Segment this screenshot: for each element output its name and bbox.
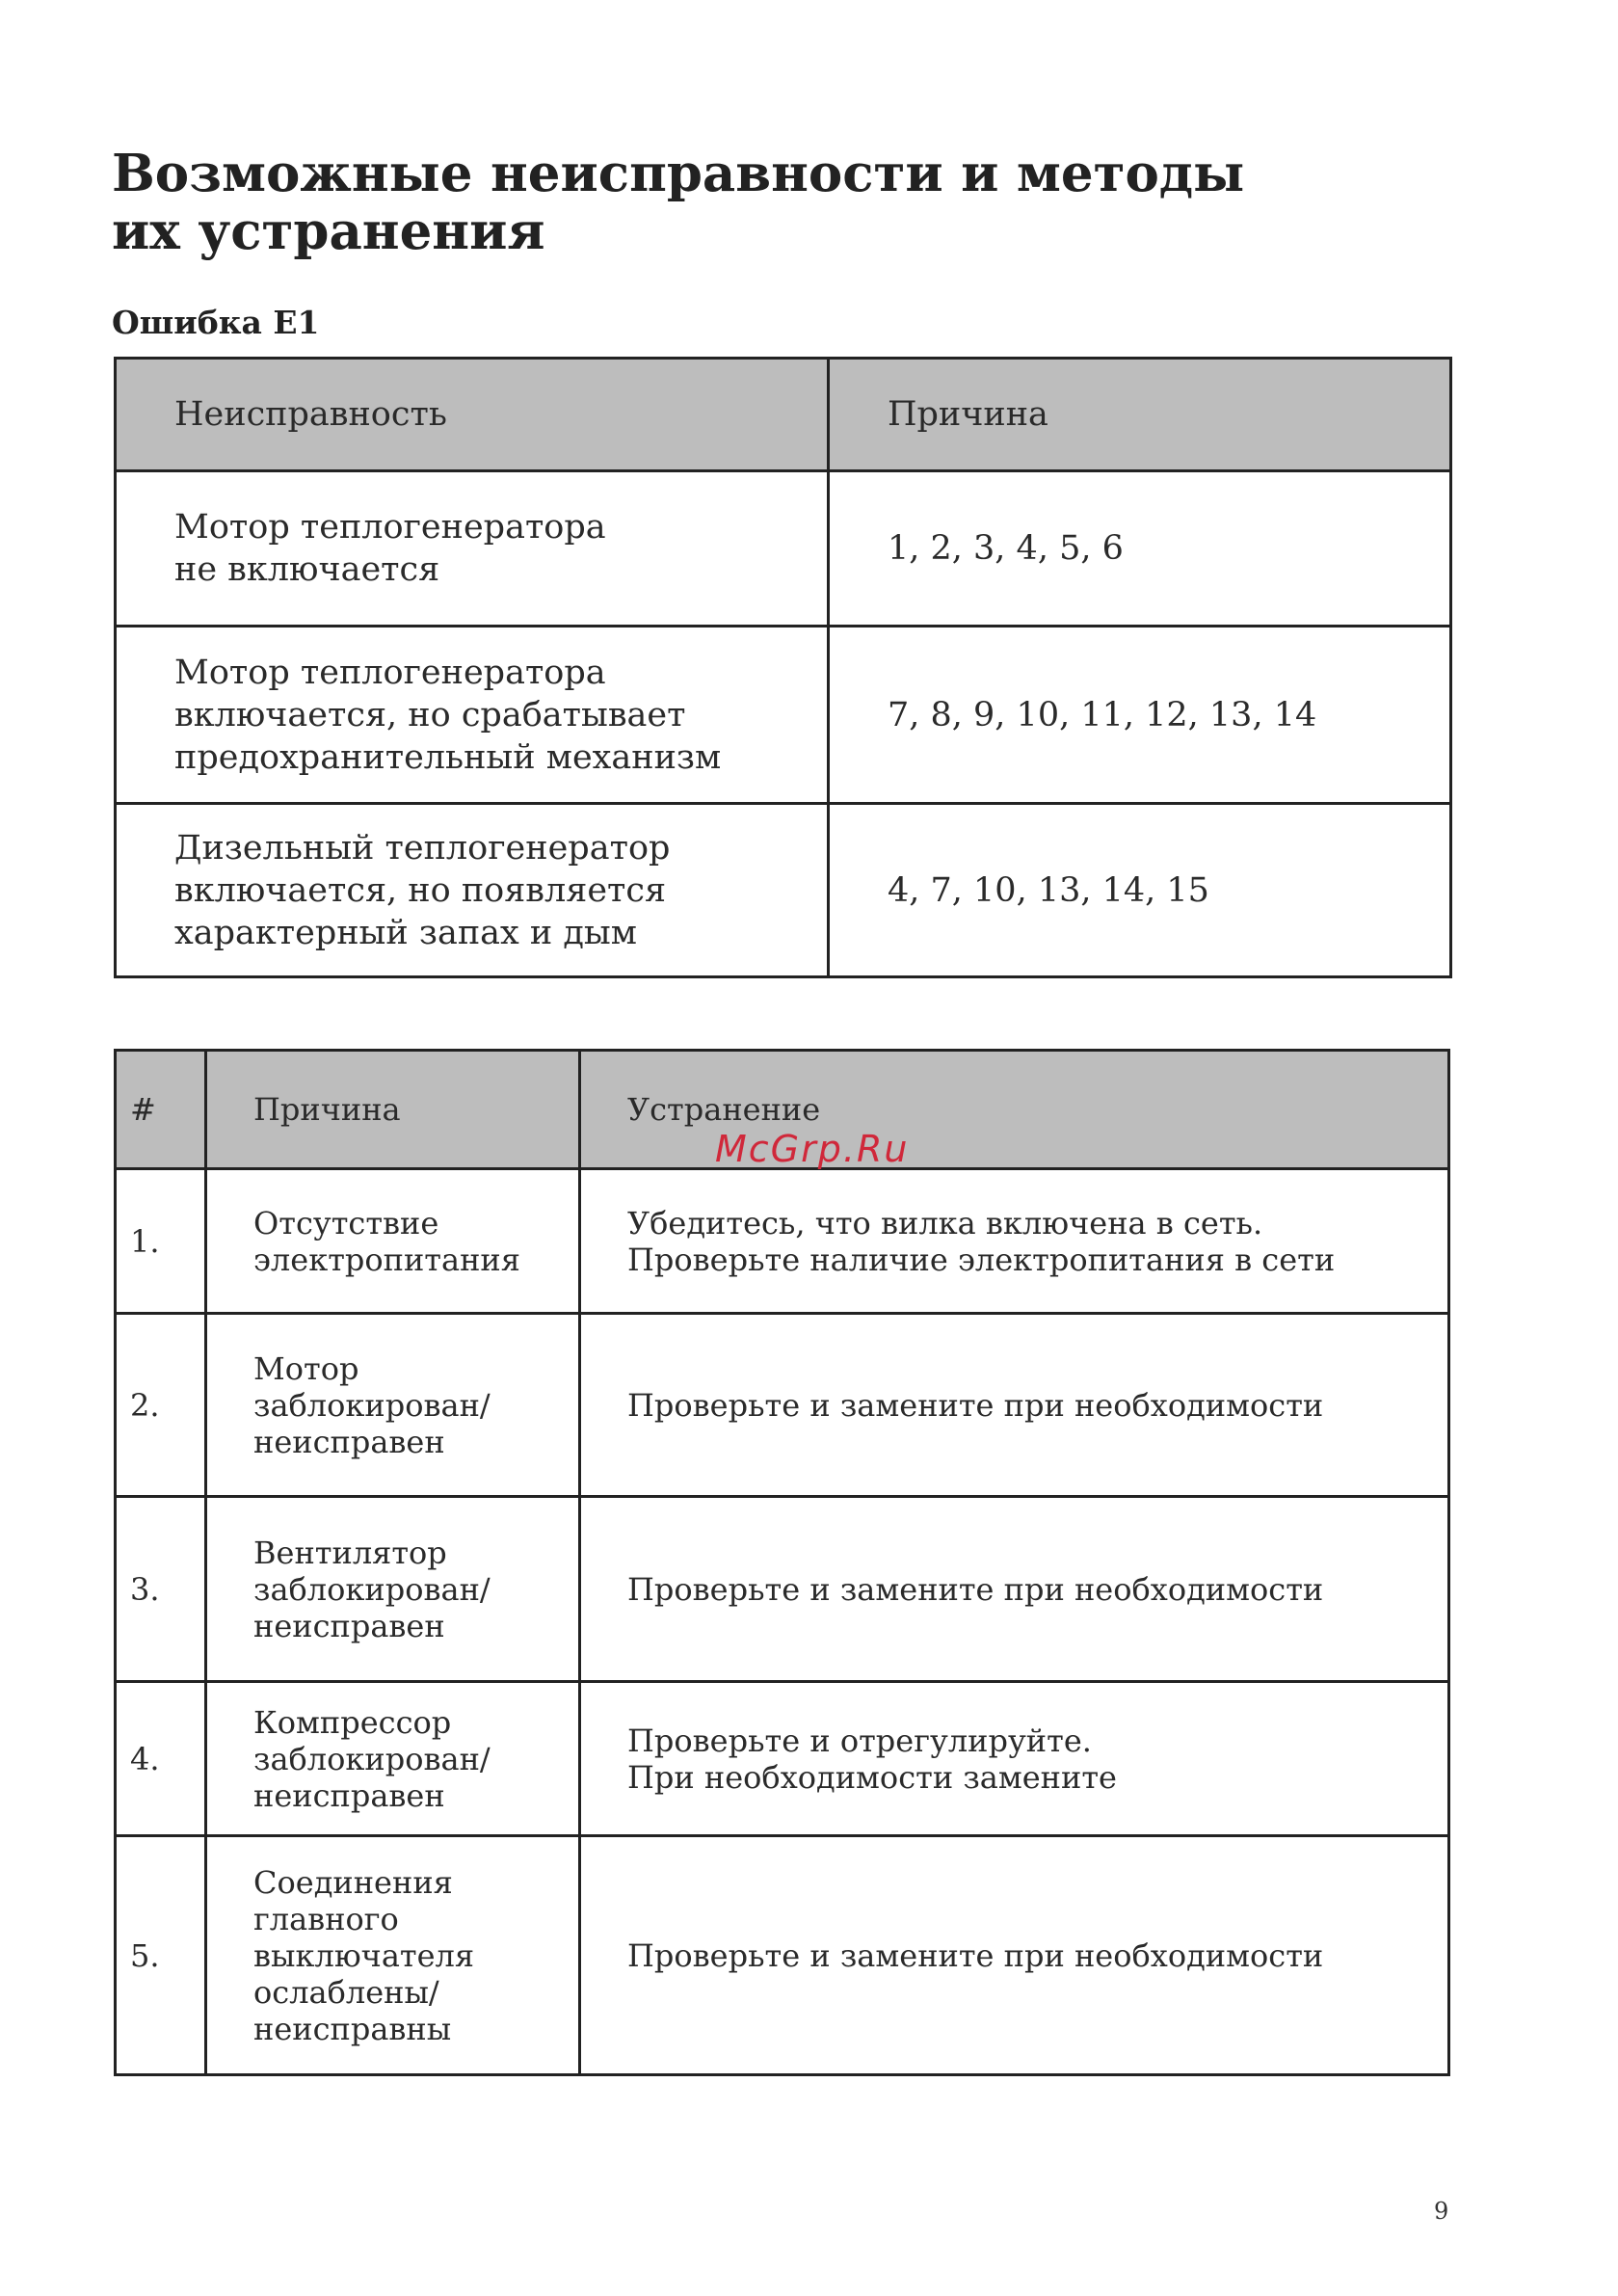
cause-numbers-cell: 7, 8, 9, 10, 11, 12, 13, 14 <box>829 627 1451 804</box>
row-number: 1. <box>116 1169 206 1314</box>
cause-table-header-cause: Причина <box>206 1051 580 1169</box>
fault-table <box>114 357 1452 978</box>
fault-cell: Мотор теплогенератора не включается <box>116 471 829 627</box>
cause-table <box>114 1049 1450 2076</box>
table-row <box>116 1314 1449 1497</box>
table-row <box>116 1682 1449 1836</box>
fix-cell: Убедитесь, что вилка включена в сеть. Проверьте наличие электропитания в сети <box>580 1169 1449 1314</box>
fault-cell: Дизельный теплогенератор включается, но появляется характерный запах и дым <box>116 804 829 977</box>
cause-numbers-cell: 4, 7, 10, 13, 14, 15 <box>829 804 1451 977</box>
table-row <box>116 627 1451 804</box>
fault-cell: Мотор теплогенератора включается, но срабатывает предохранительный механизм <box>116 627 829 804</box>
cause-cell: Вентилятор заблокирован/ неисправен <box>206 1497 580 1682</box>
table-row <box>116 471 1451 627</box>
cause-cell: Соединения главного выключателя ослаблены/ неисправны <box>206 1836 580 2075</box>
fix-cell: Проверьте и замените при необходимости <box>580 1314 1449 1497</box>
cause-table-header-number: # <box>116 1051 206 1169</box>
fix-cell: Проверьте и замените при необходимости <box>580 1836 1449 2075</box>
table-row <box>116 804 1451 977</box>
fault-table-header-fault: Неисправность <box>116 359 829 471</box>
cause-cell: Мотор заблокирован/ неисправен <box>206 1314 580 1497</box>
table-row <box>116 1169 1449 1314</box>
row-number: 4. <box>116 1682 206 1836</box>
fault-table-header <box>116 359 1451 471</box>
row-number: 2. <box>116 1314 206 1497</box>
table-row <box>116 1497 1449 1682</box>
page-number: 9 <box>1434 2198 1449 2225</box>
cause-numbers-cell: 1, 2, 3, 4, 5, 6 <box>829 471 1451 627</box>
fix-cell: Проверьте и отрегулируйте. При необходимости замените <box>580 1682 1449 1836</box>
watermark: McGrp.Ru <box>715 1128 910 1170</box>
table-row <box>116 1836 1449 2075</box>
page-title <box>112 145 1413 260</box>
page-title-line-2: их устранения <box>112 201 545 261</box>
cause-cell: Отсутствие электропитания <box>206 1169 580 1314</box>
fix-cell: Проверьте и замените при необходимости <box>580 1497 1449 1682</box>
page-title-line-1: Возможные неисправности и методы <box>112 144 1245 203</box>
cause-table-header-fix: Устранение <box>580 1051 1449 1169</box>
section-subtitle: Ошибка E1 <box>112 304 320 341</box>
fault-table-header-cause: Причина <box>829 359 1451 471</box>
row-number: 3. <box>116 1497 206 1682</box>
cause-cell: Компрессор заблокирован/ неисправен <box>206 1682 580 1836</box>
row-number: 5. <box>116 1836 206 2075</box>
